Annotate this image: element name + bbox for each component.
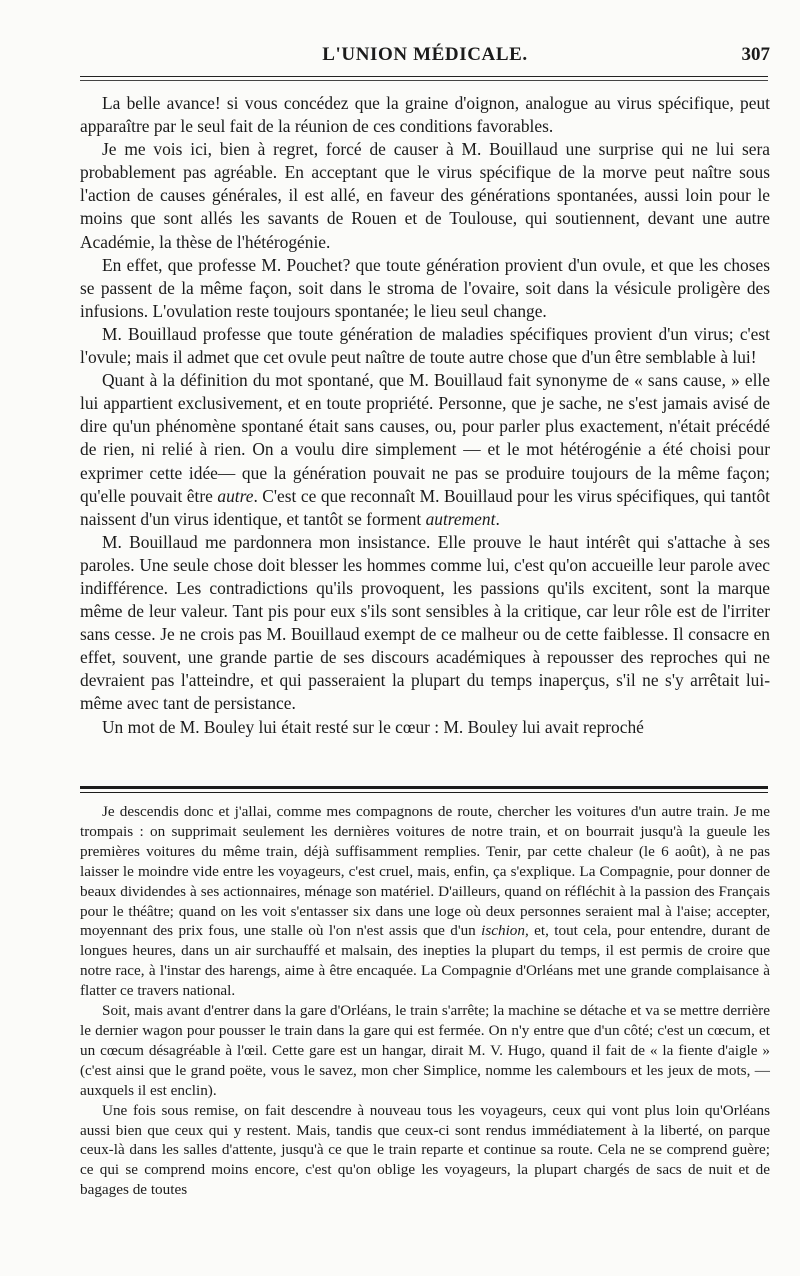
article-paragraph <box>80 138 770 253</box>
italic-text: autrement <box>425 508 496 529</box>
paragraph-text: Quant à la définition du mot spontané, que M. Bouillaud fait synonyme de « sans cause, » elle lui appartient exclusivement, et en toute propriété. Personne, que je sache, ne s'est jamais avisé de dire qu'un phénomène spontané était sans causes, ou, pour parler plus exactement, n'était précédé de rien, ni relié à rien. On a voulu dire simplement — et le mot hétérogénie a été choisi pour exprimer cette idée— que la génération pouvait ne pas se produire toujours de la même façon; qu'elle pouvait être <box>80 370 770 506</box>
feuilleton-paragraph <box>80 1001 770 1101</box>
article-paragraph <box>80 254 770 323</box>
paragraph-text: Je me vois ici, bien à regret, forcé de causer à M. Bouillaud une surprise qui ne lui sera probablement pas agréable. En acceptant que le virus spécifique de la morve peut naître sous l'action de causes générales, il est allé, en faveur des générations spontanées, aussi loin pour le moins que sont allés les savants de Rouen et de Toulouse, qui soutiennent, devant une autre Académie, la thèse de l'hétérogénie. <box>80 139 770 252</box>
paragraph-text: M. Bouillaud professe que toute génération de maladies spécifiques provient d'un virus; c'est l'ovule; mais il admet que cet ovule peut naître de toute autre chose que d'un être semblable à lui! <box>80 323 770 368</box>
article-paragraph <box>80 716 770 739</box>
page-number: 307 <box>741 44 770 65</box>
article-paragraph <box>80 92 770 138</box>
paragraph-text: . <box>495 508 500 529</box>
paragraph-text: Un mot de M. Bouley lui était resté sur le cœur : M. Bouley lui avait reproché <box>102 716 644 737</box>
article-paragraph <box>80 323 770 369</box>
paragraph-text: Je descendis donc et j'allai, comme mes compagnons de route, chercher les voitures d'un autre train. Je me trompais : on supprimait seulement les dernières voitures de notre train, et on bourrait jusqu'à la gueule les premières voitures du même train, déjà suffisamment remplies. Tenir, par cette chaleur (le 6 août), à ne pas laisser le moindre vide entre les voyageurs, c'est cruel, mais, enfin, ça s'explique. La Compagnie, pour donner de beaux dividendes à ses actionnaires, ménage son matériel. D'ailleurs, quand on réfléchit à la passion des Français pour le théâtre; quand on les voit s'entasser six dans une loge où deux personnes seraient mal à l'aise; accepter, moyennant des prix fous, une stalle où l'on n'est assis que d'un <box>80 803 770 940</box>
feuilleton-paragraph <box>80 1101 770 1201</box>
paragraph-text: Une fois sous remise, on fait descendre à nouveau tous les voyageurs, ceux qui vont plus loin qu'Orléans aussi bien que ceux qui y restent. Mais, tandis que ceux-ci sont rendus immédiatement à la liberté, on parque ceux-là dans les salles d'attente, jusqu'à ce que le train reparte et continue sa route. Cela ne se comprend guère; ce qui se comprend moins encore, c'est qu'on oblige les voyageurs, la plupart chargés de sacs de nuit et de bagages de toutes <box>80 1101 770 1199</box>
running-header <box>80 44 770 74</box>
paragraph-text: En effet, que professe M. Pouchet? que toute génération provient d'un ovule, et que les choses se passent de la même façon, soit dans le stroma de l'ovaire, soit dans la vésicule proligère des infusions. L'ovulation reste toujours spontanée; le lieu seul change. <box>80 254 770 321</box>
header-rule <box>80 76 768 77</box>
header-rule-thin <box>80 80 768 81</box>
paragraph-text: Soit, mais avant d'entrer dans la gare d'Orléans, le train s'arrête; la machine se détache et va se mettre derrière le dernier wagon pour pousser le train dans la gare qui est fermée. On n'y entre que d'un côté; c'est un cœcum, et un cœcum désagréable à l'œil. Cette gare est un hangar, dirait M. V. Hugo, quand il fait de « la fiente d'aigle » (c'est ainsi que le grand poëte, vous le savez, mon cher Simplice, nomme les calembours et les jeux de mots, — auxquels il est enclin). <box>80 1002 770 1099</box>
feuilleton-separator-thick <box>80 786 768 789</box>
feuilleton-paragraph <box>80 802 770 1001</box>
article-paragraph <box>80 369 770 531</box>
main-text-column <box>80 92 770 739</box>
paragraph-text: M. Bouillaud me pardonnera mon insistance. Elle prouve le haut intérêt qui s'attache à ses paroles. Une seule chose doit blesser les hommes comme lui, c'est qu'on accueille leur parole avec indifférence. Les contradictions qu'ils provoquent, les passions qu'ils excitent, sont la marque même de leur valeur. Tant pis pour eux s'ils sont sensibles à la critique, car leur rôle est de l'irriter sans cesse. Je ne crois pas M. Bouillaud exempt de ce malheur ou de cette faiblesse. Il consacre en effet, souvent, une grande partie de ses discours académiques à repousser des reproches qui ne devraient pas l'atteindre, et qui passeraient la plupart du temps inaperçus, s'il ne s'y arrêtait lui-même avec tant de persistance. <box>80 531 770 714</box>
italic-text: autre <box>217 485 254 506</box>
paragraph-text: , et, tout cela, pour entendre, durant de longues heures, dans un air surchauffé et malsain, des inepties la plupart du temps, il est permis de croire que notre race, à l'instar des harengs, aime à être encaquée. La Compagnie d'Orléans met une grande complaisance à flatter ce travers national. <box>80 922 770 1000</box>
feuilleton-text-column <box>80 802 770 1200</box>
feuilleton-separator-thin <box>80 792 768 793</box>
journal-title: L'UNION MÉDICALE. <box>322 44 528 65</box>
paragraph-text: La belle avance! si vous concédez que la graine d'oignon, analogue au virus spécifique, peut apparaître par le seul fait de la réunion de ces conditions favorables. <box>80 93 770 137</box>
italic-text: ischion <box>481 922 525 940</box>
article-paragraph <box>80 531 770 716</box>
paragraph-text: . C'est ce que reconnaît M. Bouillaud pour les virus spécifiques, qui tantôt naissent d'un virus identique, et tantôt se forment <box>80 485 770 529</box>
